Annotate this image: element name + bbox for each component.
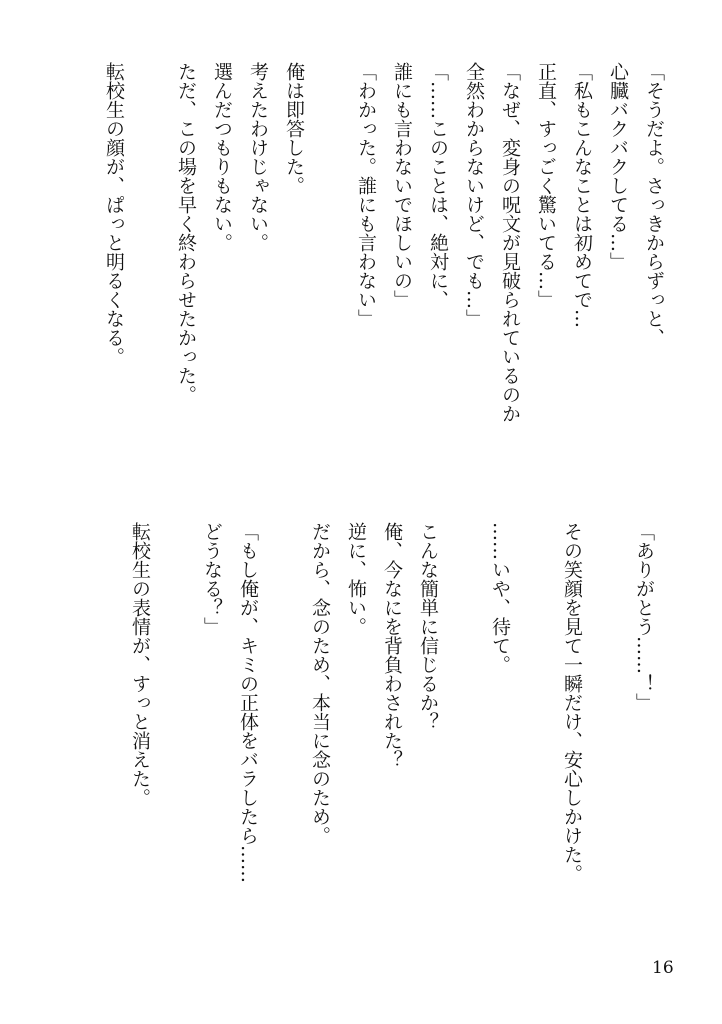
text-line: 「もし俺が、キミの正体をバラしたら…… xyxy=(237,522,259,883)
text-line: 「私もこんなことは初めてで… xyxy=(571,62,593,328)
top-text-block xyxy=(96,62,672,492)
text-line: だから、念のため、本当に念のため。 xyxy=(309,522,331,845)
blank-line xyxy=(446,522,482,942)
text-line: 「わかった。誰にも言わない」 xyxy=(355,62,377,328)
text-line: どうなる？」 xyxy=(201,522,223,636)
text-line: 転校生の表情が、すっと消えた。 xyxy=(129,522,151,807)
text-line: 考えたわけじゃない。 xyxy=(247,62,269,252)
bottom-text-block xyxy=(122,522,662,942)
text-line: 逆に、怖い。 xyxy=(345,522,367,636)
text-line: 転校生の顔が、ぱっと明るくなる。 xyxy=(103,62,125,366)
text-line: 全然わからないけど、でも…」 xyxy=(463,62,485,328)
text-line: ……いや、待て。 xyxy=(489,522,511,674)
blank-line xyxy=(158,522,194,942)
blank-line xyxy=(266,522,302,942)
text-line: 「なぜ、変身の呪文が見破られているのか xyxy=(499,62,521,423)
text-line: 誰にも言わないでほしいの」 xyxy=(391,62,413,309)
text-line: こんな簡単に信じるか？ xyxy=(417,522,439,731)
blank-line xyxy=(312,62,348,492)
text-line: 選んだつもりもない。 xyxy=(211,62,233,252)
text-line: 正直、すっごく驚いてる…」 xyxy=(535,62,557,309)
blank-line xyxy=(518,522,554,942)
text-line: 「そうだよ。さっきからずっと、 xyxy=(643,62,665,347)
blank-line xyxy=(132,62,168,492)
text-line: 「……このことは、絶対に、 xyxy=(427,62,449,309)
text-line: 俺は即答した。 xyxy=(283,62,305,195)
text-line: 俺、今なにを背負わされた？ xyxy=(381,522,403,769)
text-line: ただ、この場を早く終わらせたかった。 xyxy=(175,62,197,404)
page-number: 16 xyxy=(652,958,674,978)
blank-line xyxy=(590,522,626,942)
text-line: 「ありがとう……！」 xyxy=(633,522,655,712)
text-line: 心臓バクバクしてる…」 xyxy=(607,62,629,271)
text-line: その笑顔を見て一瞬だけ、安心しかけた。 xyxy=(561,522,583,883)
